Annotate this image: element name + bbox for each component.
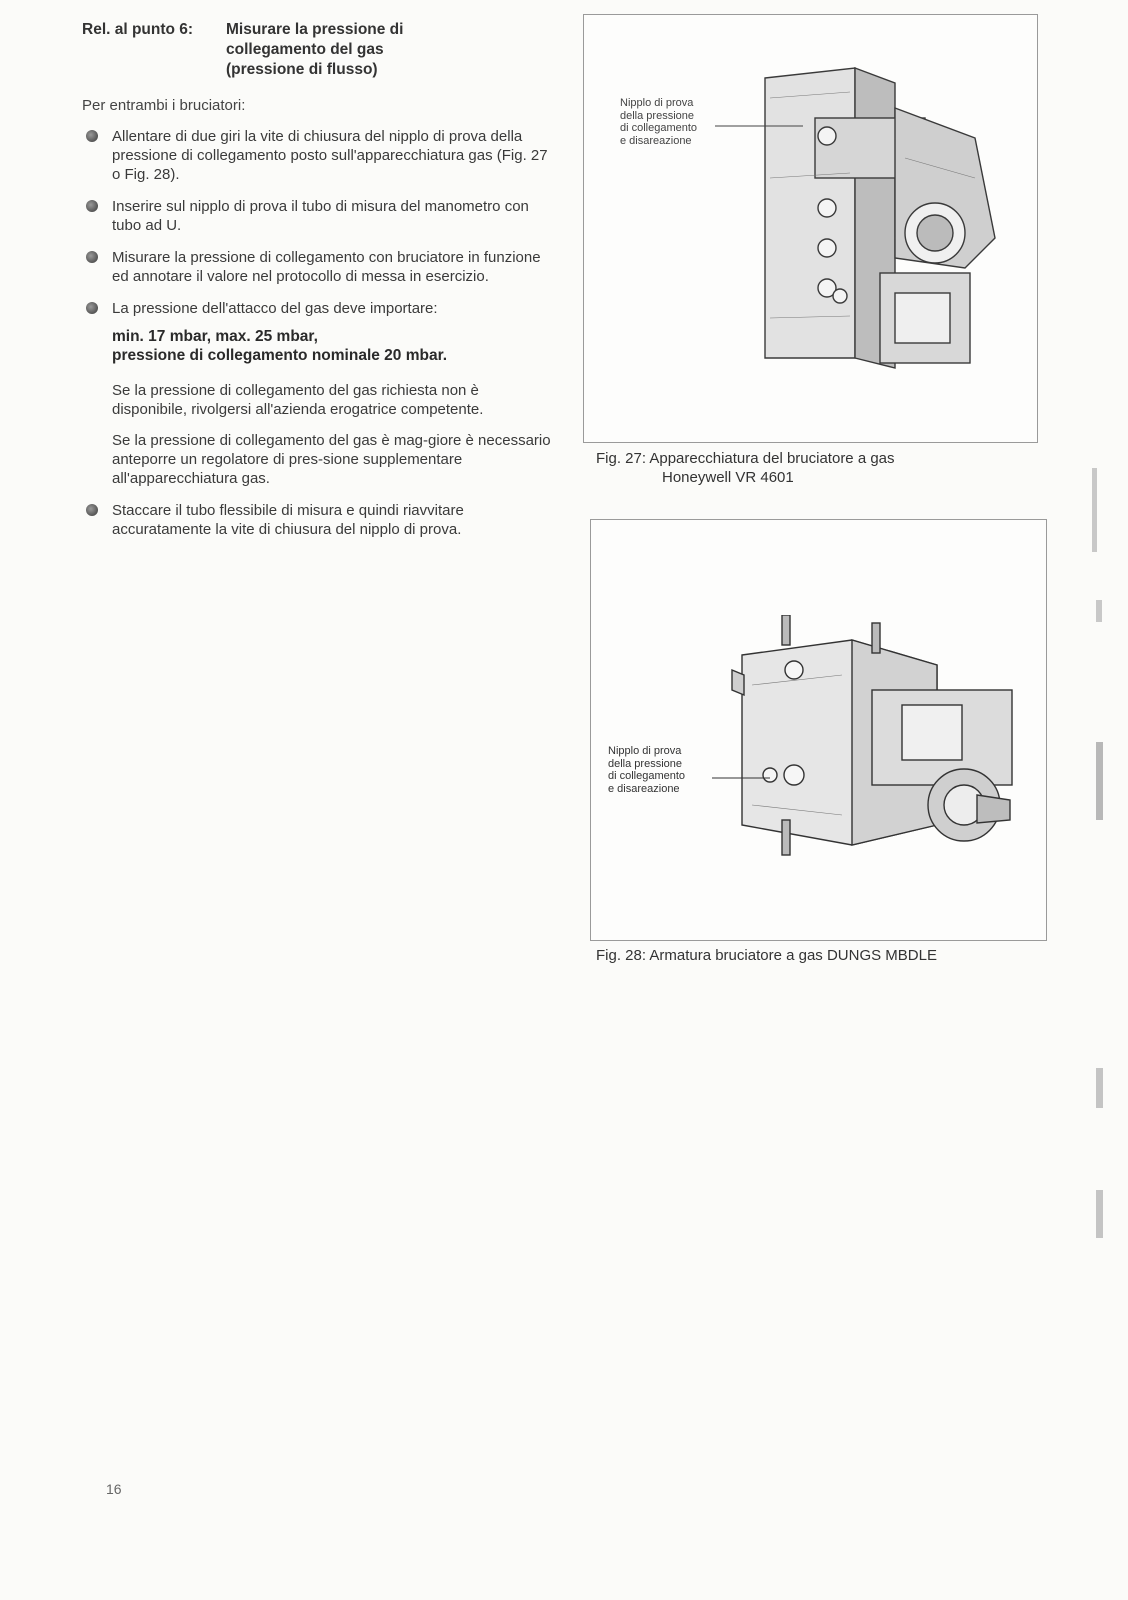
bullet-item [82, 299, 552, 318]
scan-mark [1096, 742, 1103, 820]
bullet-text: Staccare il tubo flessibile di misura e quindi riavvitare accuratamente la vite di chiusura del nipplo di prova. [112, 502, 464, 538]
bullet-dot-icon [86, 302, 98, 314]
figure-27-callout: Nipplo di prova della pressione di collegamento e disareazione [620, 97, 698, 147]
scan-mark [1092, 468, 1097, 552]
pressure-range: min. 17 mbar, max. 25 mbar, [112, 328, 318, 345]
bullet-dot-icon [86, 200, 98, 212]
paragraph-pressure-unavailable: Se la pressione di collegamento del gas richiesta non è disponibile, rivolgersi all'azienda erogatrice competente. [112, 382, 484, 418]
heading-title: Misurare la pressione di collegamento del gas (pressione di flusso) [226, 21, 404, 78]
scan-mark [1096, 1068, 1103, 1108]
figure-27-caption-line1: Fig. 27: Apparecchiatura del bruciatore a gas [596, 450, 895, 467]
bullet-text: Inserire sul nipplo di prova il tubo di misura del manometro con tubo ad U. [112, 198, 529, 234]
figure-28-callout: Nipplo di prova della pressione di collegamento e disareazione [608, 745, 686, 795]
left-column [82, 20, 552, 539]
heading-reference: Rel. al punto 6: [82, 21, 194, 38]
pressure-values [82, 327, 552, 365]
bullet-dot-icon [86, 251, 98, 263]
bullet-item [82, 127, 552, 184]
honeywell-valve-illustration [745, 58, 1005, 388]
bullet-item [82, 248, 552, 286]
bullet-item [82, 501, 552, 539]
bullet-text: Allentare di due giri la vite di chiusura del nipplo di prova della pressione di collegamento posto sull'apparecchiatura gas (Fig. 27 o Fig. 28). [112, 128, 548, 183]
pressure-nominal: pressione di collegamento nominale 20 mbar. [112, 347, 448, 364]
section-heading [82, 20, 552, 80]
figure-27-caption-line2: Honeywell VR 4601 [662, 469, 794, 486]
figure-27-leader-line [715, 124, 805, 128]
dungs-valve-illustration [722, 615, 1022, 865]
scan-mark [1096, 600, 1102, 622]
bullet-dot-icon [86, 504, 98, 516]
figure-28-leader-line [712, 775, 772, 781]
bullet-text: Misurare la pressione di collegamento con bruciatore in funzione ed annotare il valore nel protocollo di messa in esercizio. [112, 249, 541, 285]
paragraph-pressure-higher: Se la pressione di collegamento del gas è mag-giore è necessario anteporre un regolatore di pres-sione supplementare all'apparecchiatura gas. [112, 432, 551, 487]
figure-28-caption: Fig. 28: Armatura bruciatore a gas DUNGS MBDLE [596, 947, 937, 964]
intro-text: Per entrambi i bruciatori: [82, 97, 246, 114]
figure-27-caption [596, 449, 895, 487]
bullet-dot-icon [86, 130, 98, 142]
page-number: 16 [106, 1481, 122, 1497]
scan-mark [1096, 1190, 1103, 1238]
bullet-item [82, 197, 552, 235]
bullet-text: La pressione dell'attacco del gas deve importare: [112, 300, 438, 317]
